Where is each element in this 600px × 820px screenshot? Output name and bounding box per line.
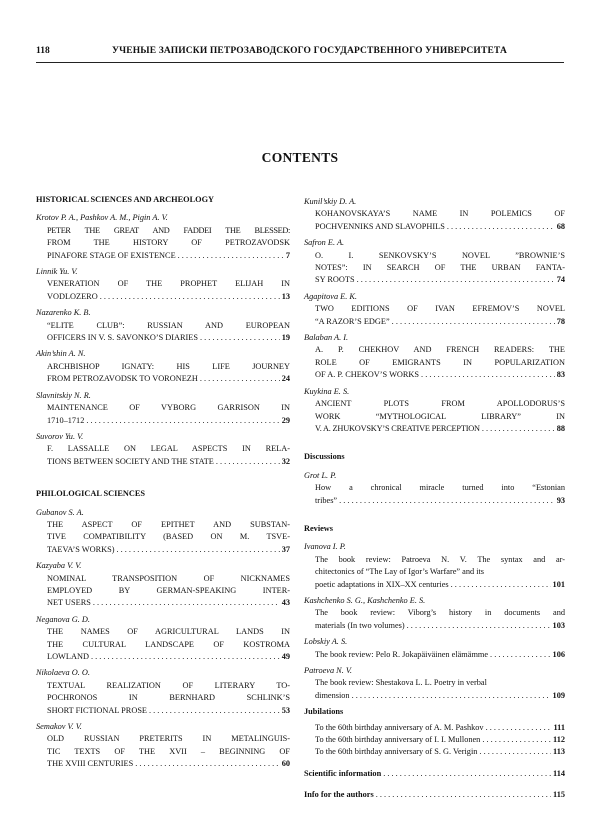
entry-page: 32 — [281, 456, 290, 466]
entry-title-line: V. A. ZHUKOVSKY’S CREATIVE PERCEPTION — [315, 423, 480, 433]
entry-title-line: LOWLAND — [47, 652, 89, 661]
toc-entry[interactable] — [304, 386, 565, 436]
page-title: CONTENTS — [261, 150, 339, 165]
entry-title-line: ROLE OF EMIGRANTS IN POPULARIZATION — [315, 357, 565, 367]
toc-entry[interactable] — [304, 470, 565, 507]
entry-page: 29 — [281, 415, 290, 425]
toc-entry[interactable] — [304, 595, 565, 632]
entry-author: Suvorov Yu. V. — [36, 431, 84, 441]
entry-page: 88 — [556, 423, 565, 433]
entry-title-line: The book review: Viborg’s history in documents and — [315, 608, 565, 618]
toc-entry[interactable] — [304, 237, 565, 287]
entry-title-line: TEXTUAL REALIZATION OF LITERARY TO- — [47, 680, 290, 690]
entry-author: Krotov P. A., Pashkov A. M., Pigin A. V. — [36, 213, 168, 223]
entry-author: Ivanova I. P. — [304, 542, 346, 552]
entry-title-line: To the 60th birthday anniversary of S. G. Verigin — [315, 747, 478, 757]
entry-title-line: THE XVIII CENTURIES — [47, 759, 134, 769]
entry-title-line: How a chronical miracle turned into “Estonian — [315, 483, 565, 493]
entry-title-line: ANCIENT PLOTS FROM APOLLODORUS’S — [315, 399, 565, 409]
entry-title-line: MAINTENANCE OF VYBORG GARRISON IN — [47, 403, 290, 413]
entry-page: 109 — [552, 690, 565, 700]
entry-author: Semakov V. V. — [36, 722, 82, 732]
entry-title-line: Info for the authors — [304, 790, 374, 800]
toc-entry[interactable] — [36, 721, 290, 771]
entry-author: Nikolaeva O. O. — [36, 668, 90, 678]
entry-author: Balaban A. I. — [304, 333, 349, 343]
entry-title-line: “ELITE CLUB”: RUSSIAN AND EUROPEAN — [47, 320, 290, 330]
entry-page: 37 — [281, 544, 290, 554]
running-header — [36, 44, 564, 63]
entry-page: 113 — [553, 747, 565, 757]
entry-title-line: POCHVENNIKS AND SLAVOPHILS — [315, 221, 445, 231]
section-heading-jubilations: Jubilations — [304, 707, 344, 717]
toc-entry[interactable] — [304, 332, 565, 382]
toc-entry[interactable] — [36, 507, 290, 557]
entry-title-line: To the 60th birthday anniversary of I. I. Mullonen — [315, 735, 481, 745]
entry-title-line: NOTES”: IN SEARCH OF THE URBAN FANTA- — [315, 263, 565, 273]
entry-author: Gubanov S. A. — [36, 507, 84, 517]
entry-page: 106 — [552, 649, 565, 659]
toc-entry-info-for-authors[interactable] — [304, 789, 565, 801]
toc-entry[interactable] — [304, 734, 565, 746]
entry-title-line: OF A. P. CHEKOV’S WORKS — [315, 370, 420, 380]
entry-title-line: TAEVA’S WORKS) — [47, 544, 115, 554]
toc-entry[interactable] — [36, 307, 290, 344]
toc-entry[interactable] — [36, 348, 290, 385]
entry-author: Kazyaba V. V. — [36, 561, 82, 571]
entry-page: 19 — [281, 333, 290, 343]
entry-page: 49 — [281, 652, 290, 661]
entry-title-line: chitectonics of “The Lay of Igor’s Warfare” and its — [315, 567, 485, 577]
entry-page: 13 — [281, 291, 290, 301]
toc-entry[interactable] — [36, 560, 290, 610]
entry-page: 83 — [556, 370, 565, 380]
entry-title-line: NOMINAL TRANSPOSITION OF NICKNAMES — [47, 573, 290, 583]
entry-title-line: THE CULTURAL LANDSCAPE OF KOSTROMA — [47, 639, 290, 649]
entry-title-line: WORK “MYTHOLOGICAL LIBRARY” IN — [315, 411, 565, 421]
entry-author: Kunil’skiy D. A. — [304, 197, 357, 206]
toc-entry[interactable] — [304, 722, 565, 734]
entry-title-line: The book review: Pelo R. Jokapäiväinen elämämme — [315, 649, 489, 659]
entry-author: Slavnitskiy N. R. — [36, 390, 91, 400]
entry-page: 7 — [285, 250, 290, 260]
toc-entry[interactable] — [304, 541, 565, 591]
entry-title-line: FROM THE HISTORY OF PETROZAVODSK — [47, 238, 290, 248]
entry-page: 43 — [281, 598, 290, 608]
entry-author: Neganova G. D. — [36, 614, 90, 624]
entry-title-line: KOHANOVSKAYA’S NAME IN POLEMICS OF — [315, 209, 565, 219]
entry-title-line: To the 60th birthday anniversary of A. M. Pashkov — [315, 722, 484, 732]
entry-page: 53 — [281, 705, 290, 715]
entry-title-line: F. LASSALLE ON LEGAL ASPECTS IN RELA- — [47, 444, 290, 454]
toc-entry[interactable] — [36, 431, 290, 468]
entry-title-line: EMPLOYED BY GERMAN-SPEAKING INTER- — [47, 585, 290, 595]
entry-title-line: PINAFORE STAGE OF EXISTENCE — [47, 250, 176, 260]
entry-page: 114 — [553, 768, 565, 778]
entry-author: Nazarenko K. B. — [36, 308, 91, 318]
entry-title-line: SHORT FICTIONAL PROSE — [47, 705, 147, 715]
toc-entry[interactable] — [36, 212, 290, 262]
entry-page: 78 — [556, 316, 565, 326]
entry-page: 111 — [553, 722, 565, 732]
entry-page: 93 — [556, 495, 565, 505]
contents-left-column — [36, 194, 290, 775]
entry-page: 101 — [552, 579, 565, 589]
entry-title-line: FROM PETROZAVODSK TO VORONEZH — [47, 374, 198, 384]
entry-title-line: NET USERS — [47, 598, 91, 608]
entry-title-line: “A RAZOR’S EDGE” — [315, 316, 390, 326]
entry-title-line: THE NAMES OF AGRICULTURAL LANDS IN — [47, 627, 290, 637]
entry-title-line: poetic adaptations in XIX–XX centuries — [315, 579, 449, 589]
toc-entry[interactable] — [304, 665, 565, 702]
contents-right-column — [304, 196, 565, 802]
entry-title-line: 1710–1712 — [47, 415, 85, 425]
section-heading-reviews: Reviews — [304, 523, 334, 533]
entry-author: Akin’shin A. N. — [36, 349, 86, 359]
entry-page: 60 — [281, 759, 290, 769]
toc-entry[interactable] — [304, 196, 565, 233]
entry-title-line: THE ASPECT OF EPITHET AND SUBSTAN- — [47, 519, 290, 529]
entry-page: 103 — [552, 620, 565, 630]
toc-entry[interactable] — [304, 636, 565, 661]
entry-title-line: O. I. SENKOVSKY’S NOVEL ”BROWNIE’S — [315, 250, 565, 260]
journal-title: УЧЕНЫЕ ЗАПИСКИ ПЕТРОЗАВОДСКОГО ГОСУДАРСТВЕННОГО УНИВЕРСИТЕТА — [112, 46, 507, 56]
entry-page: 74 — [556, 275, 565, 285]
entry-page: 24 — [281, 374, 290, 384]
entry-title-line: VODLOZERO — [47, 291, 98, 301]
entry-page: 68 — [556, 221, 565, 231]
entry-title-line: POCHRONOS IN BERNHARD SCHLINK’S — [47, 693, 290, 703]
entry-title-line: TIC TEXTS OF THE XVII – BEGINNING OF — [47, 746, 290, 756]
toc-entry[interactable] — [36, 266, 290, 303]
toc-entry[interactable] — [36, 390, 290, 427]
page-number: 118 — [36, 46, 50, 56]
entry-author: Patroeva N. V. — [304, 666, 352, 675]
section-heading-historical: HISTORICAL SCIENCES AND ARCHEOLOGY — [36, 195, 215, 204]
toc-entry[interactable] — [304, 746, 565, 758]
entry-title-line: A. P. CHEKHOV AND FRENCH READERS: THE — [315, 345, 565, 355]
entry-title-line: TIONS BETWEEN SOCIETY AND THE STATE — [47, 456, 214, 466]
entry-author: Kashchenko S. G., Kashchenko E. S. — [304, 595, 426, 605]
entry-title-line: materials (In two volumes) — [315, 620, 405, 630]
entry-page: 115 — [553, 790, 565, 800]
toc-entry-scientific-information[interactable] — [304, 768, 565, 780]
entry-title-line: VENERATION OF THE PROPHET ELIJAH IN — [47, 279, 290, 289]
entry-author: Safron E. A. — [304, 238, 345, 248]
entry-author: Agapitova E. K. — [304, 291, 358, 301]
entry-title-line: Scientific information — [304, 768, 382, 778]
entry-title-line: The book review: Patroeva N. V. The syntax and ar- — [315, 554, 565, 564]
entry-title-line: OFFICERS IN V. S. SAVONKO’S DIARIES — [47, 333, 198, 343]
entry-title-line: OLD RUSSIAN PRETERITS IN METALINGUIS- — [47, 734, 290, 744]
toc-entry[interactable] — [36, 667, 290, 717]
entry-author: Linnik Yu. V. — [36, 267, 78, 277]
toc-entry[interactable] — [304, 291, 565, 328]
entry-title-line: TIVE COMPATIBILITY (BASED ON M. TSVE- — [47, 532, 290, 542]
entry-title-line: TWO EDITIONS OF IVAN EFREMOV’S NOVEL — [315, 304, 565, 314]
entry-title-line: PETER THE GREAT AND FADDEI THE BLESSED: — [47, 225, 290, 235]
entry-title-line: tribes” — [315, 495, 338, 505]
entry-page: 112 — [553, 735, 565, 745]
entry-title-line: dimension — [315, 690, 350, 700]
section-heading-discussions: Discussions — [304, 452, 345, 462]
entry-title-line: ARCHBISHOP IGNATY: HIS LIFE JOURNEY — [47, 361, 290, 371]
section-heading-philological: PHILOLOGICAL SCIENCES — [36, 489, 146, 499]
toc-entry[interactable] — [36, 614, 290, 664]
entry-author: Grot L. P. — [304, 470, 337, 480]
entry-title-line: SY ROOTS — [315, 275, 355, 285]
entry-title-line: The book review: Shestakova L. L. Poetry in verbal — [315, 678, 487, 688]
entry-author: Lobskiy A. S. — [304, 637, 348, 647]
entry-author: Kuykina E. S. — [304, 386, 350, 396]
